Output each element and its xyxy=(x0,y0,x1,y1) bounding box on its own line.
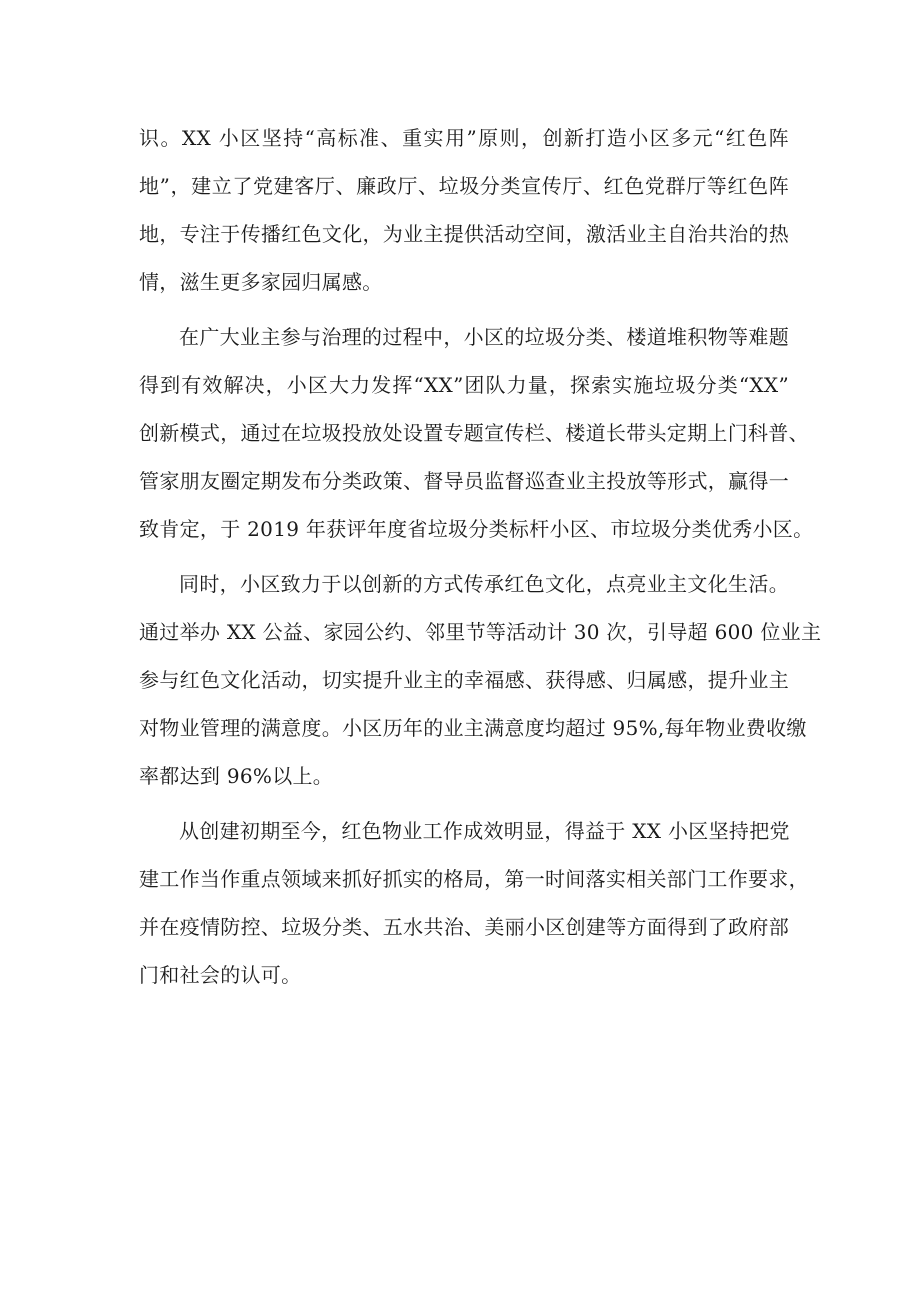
paragraph-line: 同时，小区致力于以创新的方式传承红色文化，点亮业主文化生活。 xyxy=(179,572,789,596)
paragraph-line: 在广大业主参与治理的过程中，小区的垃圾分类、楼道堆积物等难题 xyxy=(179,325,789,349)
paragraph-line: 得到有效解决，小区大力发挥“XX”团队力量，探索实施垃圾分类“XX” xyxy=(139,373,789,397)
document-body xyxy=(139,118,822,1010)
paragraph-line: 致肯定，于 2019 年获评年度省垃圾分类标杆小区、市垃圾分类优秀小区。 xyxy=(139,517,814,541)
paragraph-line: 对物业管理的满意度。小区历年的业主满意度均超过 95%,每年物业费收缴 xyxy=(139,716,807,740)
paragraph-line: 从创建初期至今，红色物业工作成效明显，得益于 XX 小区坚持把党 xyxy=(179,819,790,843)
paragraph-line: 地”，建立了党建客厅、廉政厅、垃圾分类宣传厅、红色党群厅等红色阵 xyxy=(139,174,789,198)
paragraph-line: 参与红色文化活动，切实提升业主的幸福感、获得感、归属感，提升业主 xyxy=(139,668,789,692)
paragraph-line: 率都达到 96%以上。 xyxy=(139,764,334,788)
paragraph-1 xyxy=(139,118,789,310)
paragraph-2 xyxy=(139,317,814,557)
paragraph-4 xyxy=(139,811,809,1003)
paragraph-line: 地，专注于传播红色文化，为业主提供活动空间，激活业主自治共治的热 xyxy=(139,222,789,246)
paragraph-line: 门和社会的认可。 xyxy=(139,963,302,987)
paragraph-line: 通过举办 XX 公益、家园公约、邻里节等活动计 30 次，引导超 600 位业主 xyxy=(139,620,822,644)
paragraph-3 xyxy=(139,564,822,804)
paragraph-line: 创新模式，通过在垃圾投放处设置专题宣传栏、楼道长带头定期上门科普、 xyxy=(139,421,809,445)
paragraph-line: 识。XX 小区坚持“高标准、重实用”原则，创新打造小区多元“红色阵 xyxy=(139,126,789,150)
paragraph-line: 建工作当作重点领域来抓好抓实的格局，第一时间落实相关部门工作要求， xyxy=(139,867,809,891)
paragraph-line: 管家朋友圈定期发布分类政策、督导员监督巡查业主投放等形式，赢得一 xyxy=(139,469,789,493)
paragraph-line: 情，滋生更多家园归属感。 xyxy=(139,270,383,294)
paragraph-line: 并在疫情防控、垃圾分类、五水共治、美丽小区创建等方面得到了政府部 xyxy=(139,915,789,939)
